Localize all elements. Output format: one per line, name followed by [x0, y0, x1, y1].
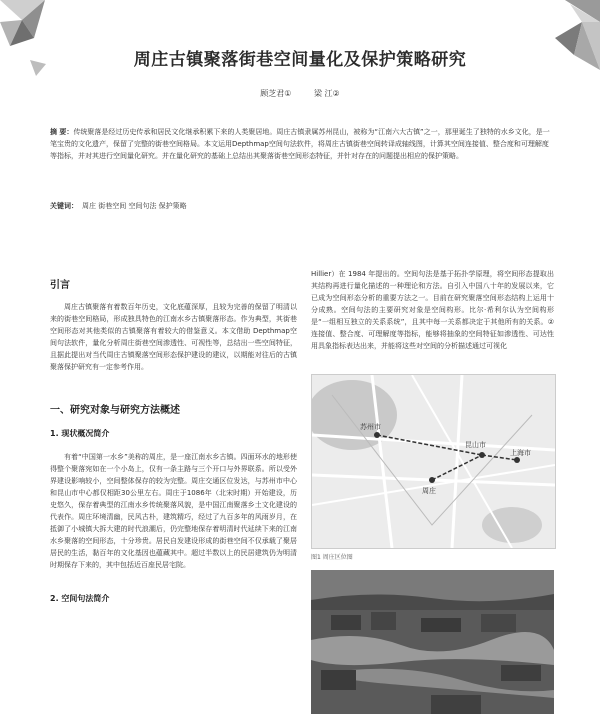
subsection1-paragraph: 有着“中国第一水乡”美称的周庄，是一座江南水乡古镇。四面环水的地形使得整个聚落宛如在一个小岛上，仅有一条主路与三个开口与外界联系。所以受外界建设影响较小，空间整体保存的较为完整。周庄交通区位发达，与苏州市中心和昆山市中心都仅相距30公里左右。周庄于1086年（北宋时期）开始建设，历史悠久，保存着典型的江南水乡传统聚落风貌，是中国江南聚落乡土文化建设的代表作。周庄环境清幽，民风古朴，建筑精巧，经过了九百多年的风雨岁月，在抵御了小城镇大拆大建的时代浪潮后，仍完整地保存着明清时代延续下来的江南水乡聚落的空间形态，十分珍贵。居民自发建设形成的街巷空间不仅承载了聚居居民的生活，黏百年的文化基因也蕴藏其中。超过半数以上的民居建筑仍为明清时期保存下来的，其中包括近百座民居宅院。 — [50, 453, 297, 569]
map-label-suzhou: 苏州市 — [360, 423, 381, 431]
keywords-label: 关键词： — [50, 202, 78, 210]
paper-title: 周庄古镇聚落街巷空间量化及保护策略研究 — [133, 50, 467, 70]
intro-paragraph: 周庄古镇聚落有着数百年历史，文化底蕴深厚，且较为完善的保留了明清以来的街巷空间格局，形成独具特色的江南水乡古镇聚落形态。作为典型，其街巷空间形态对其他类似的古镇聚落有着较大的借鉴意义。本文借助 Depthmap空间句法软件，量化分析周庄街巷空间渗透性、可视性等，总结出一些空间特征，且据此提出对当代周庄古镇聚落空间形态保护建设的建议，以期能对往后的古镇聚落保护研究有一定参考作用。 — [50, 303, 297, 371]
map-label-shanghai: 上海市 — [510, 449, 531, 457]
subsection2-heading: 2. 空间句法简介 — [50, 594, 110, 603]
keywords — [50, 201, 555, 211]
author-line — [0, 88, 600, 99]
abstract-label: 摘 要： — [50, 128, 74, 136]
right-paragraph: Hillier）在 1984 年提出的。空间句法是基于拓扑学原理，将空间形态提取出其结构再进行量化描述的一种理论和方法。自引入中国八十年的发展以来，它已成为空间形态分析的重要方法之一。目前在研究聚落空间形态结构上运用十分成熟。空间句法的主要研究对象是空间构形。比尔·希利尔认为空间构形是“一组相互独立的关系系统”，且其中每一关系都决定于其他所有的关系。②连接值、整合度、可理解度等指标，能够将抽象的空间特征如渗透性、可达性用具象指标表达出来，并能将这些对空间的分析描述通过可视化 — [311, 270, 554, 350]
figure-caption: 图1 周庄区位图 — [311, 554, 353, 561]
intro-heading: 引言 — [50, 280, 70, 291]
aerial-photo — [311, 570, 554, 714]
right-column — [311, 268, 554, 352]
abstract-text: 传统聚落是经过历史传承和居民文化继承积累下来的人类聚居地。周庄古镇隶属苏州昆山，被称为“江南六大古镇”之一，那里诞生了独特的水乡文化，是一笔宝贵的文化遗产，保留了完整的街巷空间格局。本文运用Depthmap空间句法软件，将周庄古镇街巷空间转译成轴线图，计算其空间连接值、整合度和可理解度等指标，并对其进行空间量化研究。并在量化研究的基础上总结出其聚落街巷空间形态特征，并针对存在的问题提出相应的保护策略。 — [50, 128, 550, 160]
map-label-zhouzhuang: 周庄 — [422, 487, 436, 495]
author-2: 梁 江② — [314, 89, 340, 98]
author-1: 顾芝君① — [260, 89, 292, 98]
map-graphic — [312, 375, 555, 548]
abstract — [50, 126, 555, 162]
map-label-kunshan: 昆山市 — [465, 441, 486, 449]
section1-heading: 一、研究对象与研究方法概述 — [50, 405, 180, 416]
keywords-text: 周庄 街巷空间 空间句法 保护策略 — [82, 202, 187, 210]
location-map — [311, 374, 556, 549]
subsection1-heading: 1. 现状概况简介 — [50, 429, 110, 438]
left-column — [50, 276, 297, 604]
aerial-photo-graphic — [311, 570, 554, 714]
corner-decoration-left — [0, 0, 70, 50]
